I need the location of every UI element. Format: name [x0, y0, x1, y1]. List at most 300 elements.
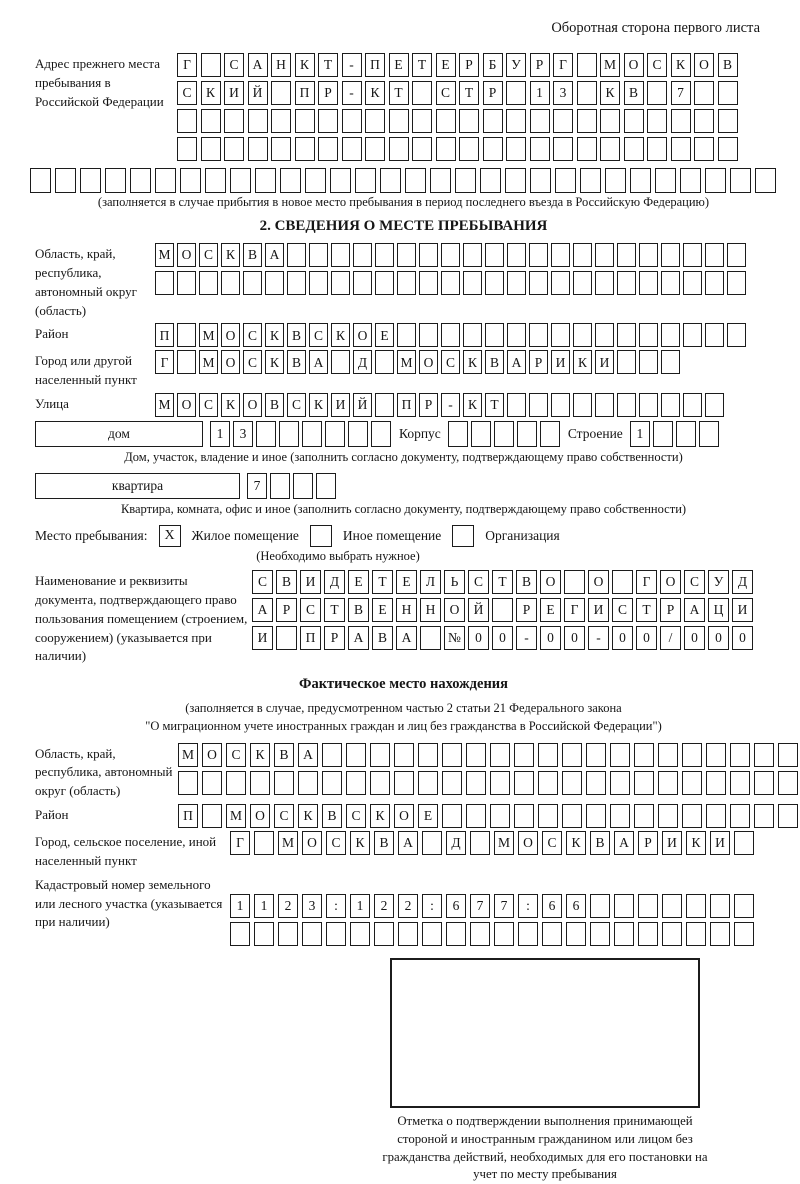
- char-cell-empty[interactable]: [514, 771, 534, 795]
- char-cell-empty[interactable]: [330, 168, 351, 193]
- char-cell-empty[interactable]: [371, 421, 391, 447]
- char-cell-empty[interactable]: [295, 137, 315, 161]
- char-cell-empty[interactable]: [418, 743, 438, 767]
- char-cell-filled[interactable]: М: [397, 350, 416, 374]
- char-cell-filled[interactable]: 7: [494, 894, 514, 918]
- char-cell-empty[interactable]: [734, 922, 754, 946]
- char-cell-filled[interactable]: Е: [540, 598, 561, 622]
- char-cell-empty[interactable]: [551, 393, 570, 417]
- char-cell-filled[interactable]: В: [287, 323, 306, 347]
- char-cell-filled[interactable]: О: [302, 831, 322, 855]
- char-cell-empty[interactable]: [485, 243, 504, 267]
- char-cell-empty[interactable]: [705, 243, 724, 267]
- char-cell-empty[interactable]: [595, 323, 614, 347]
- char-cell-empty[interactable]: [375, 271, 394, 295]
- char-cell-filled[interactable]: С: [647, 53, 667, 77]
- char-cell-filled[interactable]: Г: [155, 350, 174, 374]
- char-cell-empty[interactable]: [699, 421, 719, 447]
- char-cell-filled[interactable]: А: [684, 598, 705, 622]
- char-cell-empty[interactable]: [662, 894, 682, 918]
- char-cell-filled[interactable]: Л: [420, 570, 441, 594]
- char-cell-filled[interactable]: О: [221, 350, 240, 374]
- char-cell-empty[interactable]: [730, 804, 750, 828]
- char-cell-empty[interactable]: [230, 922, 250, 946]
- char-cell-empty[interactable]: [555, 168, 576, 193]
- char-cell-filled[interactable]: Р: [483, 81, 503, 105]
- char-cell-filled[interactable]: №: [444, 626, 465, 650]
- char-cell-filled[interactable]: А: [348, 626, 369, 650]
- char-cell-filled[interactable]: Е: [389, 53, 409, 77]
- char-cell-empty[interactable]: [647, 109, 667, 133]
- char-cell-filled[interactable]: В: [374, 831, 394, 855]
- char-cell-empty[interactable]: [412, 137, 432, 161]
- char-cell-filled[interactable]: С: [309, 323, 328, 347]
- char-cell-empty[interactable]: [355, 168, 376, 193]
- char-cell-empty[interactable]: [612, 570, 633, 594]
- char-cell-empty[interactable]: [494, 421, 514, 447]
- char-cell-empty[interactable]: [419, 243, 438, 267]
- char-cell-filled[interactable]: О: [444, 598, 465, 622]
- char-cell-empty[interactable]: [639, 393, 658, 417]
- char-cell-filled[interactable]: О: [394, 804, 414, 828]
- char-cell-empty[interactable]: [295, 109, 315, 133]
- char-cell-empty[interactable]: [177, 137, 197, 161]
- char-cell-filled[interactable]: С: [542, 831, 562, 855]
- char-cell-empty[interactable]: [706, 743, 726, 767]
- char-cell-empty[interactable]: [529, 271, 548, 295]
- char-cell-empty[interactable]: [436, 137, 456, 161]
- char-cell-empty[interactable]: [507, 323, 526, 347]
- char-cell-empty[interactable]: [279, 421, 299, 447]
- char-cell-empty[interactable]: [754, 743, 774, 767]
- char-cell-filled[interactable]: 1: [230, 894, 250, 918]
- char-cell-empty[interactable]: [730, 771, 750, 795]
- char-cell-empty[interactable]: [350, 922, 370, 946]
- char-cell-empty[interactable]: [375, 393, 394, 417]
- char-cell-empty[interactable]: [506, 109, 526, 133]
- char-cell-filled[interactable]: 6: [542, 894, 562, 918]
- char-cell-filled[interactable]: :: [326, 894, 346, 918]
- char-cell-empty[interactable]: [342, 137, 362, 161]
- char-cell-empty[interactable]: [647, 81, 667, 105]
- char-cell-empty[interactable]: [316, 473, 336, 499]
- char-cell-empty[interactable]: [639, 350, 658, 374]
- char-cell-filled[interactable]: К: [309, 393, 328, 417]
- char-cell-empty[interactable]: [614, 894, 634, 918]
- char-cell-empty[interactable]: [505, 168, 526, 193]
- char-cell-empty[interactable]: [706, 804, 726, 828]
- char-cell-empty[interactable]: [318, 109, 338, 133]
- char-cell-filled[interactable]: С: [436, 81, 456, 105]
- char-cell-filled[interactable]: И: [595, 350, 614, 374]
- char-cell-filled[interactable]: Н: [396, 598, 417, 622]
- char-cell-empty[interactable]: [683, 243, 702, 267]
- char-cell-empty[interactable]: [562, 804, 582, 828]
- char-cell-filled[interactable]: Е: [375, 323, 394, 347]
- char-cell-filled[interactable]: С: [346, 804, 366, 828]
- char-cell-filled[interactable]: :: [518, 894, 538, 918]
- char-cell-filled[interactable]: Е: [396, 570, 417, 594]
- char-cell-empty[interactable]: [374, 922, 394, 946]
- char-cell-empty[interactable]: [718, 109, 738, 133]
- char-cell-empty[interactable]: [441, 323, 460, 347]
- char-cell-empty[interactable]: [130, 168, 151, 193]
- char-cell-empty[interactable]: [605, 168, 626, 193]
- char-cell-empty[interactable]: [727, 271, 746, 295]
- char-cell-empty[interactable]: [566, 922, 586, 946]
- char-cell-empty[interactable]: [459, 137, 479, 161]
- char-cell-empty[interactable]: [419, 271, 438, 295]
- char-cell-empty[interactable]: [624, 109, 644, 133]
- char-cell-filled[interactable]: С: [224, 53, 244, 77]
- char-cell-empty[interactable]: [278, 922, 298, 946]
- char-cell-empty[interactable]: [405, 168, 426, 193]
- char-cell-filled[interactable]: Т: [389, 81, 409, 105]
- char-cell-empty[interactable]: [180, 168, 201, 193]
- char-cell-filled[interactable]: И: [551, 350, 570, 374]
- char-cell-filled[interactable]: -: [342, 53, 362, 77]
- char-cell-filled[interactable]: В: [243, 243, 262, 267]
- char-cell-filled[interactable]: И: [662, 831, 682, 855]
- char-cell-empty[interactable]: [562, 743, 582, 767]
- char-cell-filled[interactable]: О: [518, 831, 538, 855]
- char-cell-empty[interactable]: [326, 922, 346, 946]
- char-cell-empty[interactable]: [658, 804, 678, 828]
- char-cell-filled[interactable]: Т: [485, 393, 504, 417]
- char-cell-empty[interactable]: [683, 271, 702, 295]
- char-cell-filled[interactable]: У: [708, 570, 729, 594]
- char-cell-filled[interactable]: И: [710, 831, 730, 855]
- char-cell-empty[interactable]: [177, 323, 196, 347]
- char-cell-empty[interactable]: [573, 393, 592, 417]
- char-cell-empty[interactable]: [370, 771, 390, 795]
- char-cell-empty[interactable]: [494, 922, 514, 946]
- char-cell-empty[interactable]: [202, 804, 222, 828]
- char-cell-filled[interactable]: О: [177, 243, 196, 267]
- char-cell-empty[interactable]: [778, 804, 798, 828]
- char-cell-filled[interactable]: 0: [612, 626, 633, 650]
- char-cell-empty[interactable]: [422, 922, 442, 946]
- char-cell-filled[interactable]: О: [540, 570, 561, 594]
- char-cell-filled[interactable]: Н: [271, 53, 291, 77]
- char-cell-empty[interactable]: [463, 243, 482, 267]
- char-cell-empty[interactable]: [389, 137, 409, 161]
- char-cell-empty[interactable]: [55, 168, 76, 193]
- char-cell-empty[interactable]: [586, 743, 606, 767]
- char-cell-empty[interactable]: [398, 922, 418, 946]
- char-cell-filled[interactable]: :: [422, 894, 442, 918]
- char-cell-empty[interactable]: [683, 393, 702, 417]
- char-cell-empty[interactable]: [463, 271, 482, 295]
- char-cell-filled[interactable]: К: [686, 831, 706, 855]
- char-cell-filled[interactable]: 3: [233, 421, 253, 447]
- char-cell-filled[interactable]: Р: [516, 598, 537, 622]
- char-cell-empty[interactable]: [201, 137, 221, 161]
- char-cell-empty[interactable]: [639, 243, 658, 267]
- char-cell-filled[interactable]: С: [612, 598, 633, 622]
- char-cell-filled[interactable]: К: [298, 804, 318, 828]
- char-cell-filled[interactable]: В: [287, 350, 306, 374]
- char-cell-empty[interactable]: [280, 168, 301, 193]
- char-cell-empty[interactable]: [551, 323, 570, 347]
- char-cell-filled[interactable]: М: [199, 350, 218, 374]
- char-cell-filled[interactable]: Г: [177, 53, 197, 77]
- char-cell-filled[interactable]: М: [199, 323, 218, 347]
- char-cell-empty[interactable]: [658, 771, 678, 795]
- char-cell-empty[interactable]: [577, 109, 597, 133]
- char-cell-filled[interactable]: М: [600, 53, 620, 77]
- char-cell-empty[interactable]: [551, 243, 570, 267]
- char-cell-filled[interactable]: К: [671, 53, 691, 77]
- char-cell-empty[interactable]: [617, 271, 636, 295]
- char-cell-empty[interactable]: [394, 771, 414, 795]
- char-cell-empty[interactable]: [680, 168, 701, 193]
- char-cell-empty[interactable]: [298, 771, 318, 795]
- char-cell-filled[interactable]: 3: [302, 894, 322, 918]
- char-cell-filled[interactable]: Р: [276, 598, 297, 622]
- char-cell-filled[interactable]: 0: [540, 626, 561, 650]
- char-cell-filled[interactable]: А: [265, 243, 284, 267]
- char-cell-empty[interactable]: [647, 137, 667, 161]
- char-cell-empty[interactable]: [590, 894, 610, 918]
- char-cell-empty[interactable]: [573, 323, 592, 347]
- char-cell-empty[interactable]: [353, 243, 372, 267]
- char-cell-empty[interactable]: [517, 421, 537, 447]
- char-cell-empty[interactable]: [634, 804, 654, 828]
- char-cell-empty[interactable]: [466, 743, 486, 767]
- char-cell-empty[interactable]: [617, 350, 636, 374]
- char-cell-empty[interactable]: [553, 137, 573, 161]
- char-cell-filled[interactable]: -: [516, 626, 537, 650]
- char-cell-empty[interactable]: [397, 323, 416, 347]
- char-cell-empty[interactable]: [483, 137, 503, 161]
- char-cell-empty[interactable]: [694, 81, 714, 105]
- char-cell-filled[interactable]: М: [178, 743, 198, 767]
- char-cell-filled[interactable]: 6: [446, 894, 466, 918]
- char-cell-empty[interactable]: [254, 831, 274, 855]
- char-cell-empty[interactable]: [529, 323, 548, 347]
- char-cell-empty[interactable]: [705, 393, 724, 417]
- char-cell-filled[interactable]: /: [660, 626, 681, 650]
- char-cell-filled[interactable]: В: [372, 626, 393, 650]
- char-cell-filled[interactable]: О: [243, 393, 262, 417]
- char-cell-empty[interactable]: [686, 894, 706, 918]
- char-cell-filled[interactable]: К: [463, 393, 482, 417]
- char-cell-empty[interactable]: [380, 168, 401, 193]
- char-cell-empty[interactable]: [331, 350, 350, 374]
- char-cell-empty[interactable]: [661, 393, 680, 417]
- char-cell-empty[interactable]: [727, 323, 746, 347]
- char-cell-empty[interactable]: [617, 323, 636, 347]
- char-cell-empty[interactable]: [463, 323, 482, 347]
- char-cell-empty[interactable]: [177, 109, 197, 133]
- char-cell-empty[interactable]: [205, 168, 226, 193]
- char-cell-empty[interactable]: [243, 271, 262, 295]
- char-cell-empty[interactable]: [309, 271, 328, 295]
- char-cell-filled[interactable]: С: [177, 81, 197, 105]
- char-cell-empty[interactable]: [248, 109, 268, 133]
- char-cell-empty[interactable]: [682, 743, 702, 767]
- char-cell-empty[interactable]: [562, 771, 582, 795]
- char-cell-filled[interactable]: Т: [412, 53, 432, 77]
- char-cell-filled[interactable]: Г: [564, 598, 585, 622]
- char-cell-filled[interactable]: 1: [530, 81, 550, 105]
- char-cell-filled[interactable]: К: [573, 350, 592, 374]
- char-cell-empty[interactable]: [705, 323, 724, 347]
- char-cell-empty[interactable]: [530, 137, 550, 161]
- char-cell-empty[interactable]: [483, 109, 503, 133]
- char-cell-filled[interactable]: Р: [529, 350, 548, 374]
- char-cell-filled[interactable]: Г: [553, 53, 573, 77]
- char-cell-empty[interactable]: [436, 109, 456, 133]
- char-cell-filled[interactable]: С: [684, 570, 705, 594]
- char-cell-filled[interactable]: 0: [492, 626, 513, 650]
- char-cell-filled[interactable]: Д: [324, 570, 345, 594]
- char-cell-filled[interactable]: В: [590, 831, 610, 855]
- char-cell-filled[interactable]: М: [494, 831, 514, 855]
- char-cell-empty[interactable]: [661, 271, 680, 295]
- char-cell-empty[interactable]: [573, 271, 592, 295]
- char-cell-empty[interactable]: [80, 168, 101, 193]
- char-cell-filled[interactable]: И: [252, 626, 273, 650]
- char-cell-empty[interactable]: [710, 894, 730, 918]
- char-cell-empty[interactable]: [610, 804, 630, 828]
- char-cell-filled[interactable]: С: [226, 743, 246, 767]
- char-cell-empty[interactable]: [254, 922, 274, 946]
- char-cell-filled[interactable]: Р: [660, 598, 681, 622]
- char-cell-filled[interactable]: 0: [708, 626, 729, 650]
- char-cell-filled[interactable]: К: [350, 831, 370, 855]
- char-cell-empty[interactable]: [600, 109, 620, 133]
- char-cell-empty[interactable]: [586, 804, 606, 828]
- char-cell-filled[interactable]: А: [309, 350, 328, 374]
- char-cell-empty[interactable]: [577, 81, 597, 105]
- char-cell-empty[interactable]: [610, 771, 630, 795]
- char-cell-empty[interactable]: [778, 743, 798, 767]
- char-cell-empty[interactable]: [671, 137, 691, 161]
- char-cell-empty[interactable]: [448, 421, 468, 447]
- char-cell-empty[interactable]: [30, 168, 51, 193]
- char-cell-empty[interactable]: [755, 168, 776, 193]
- char-cell-empty[interactable]: [727, 243, 746, 267]
- char-cell-empty[interactable]: [271, 137, 291, 161]
- char-cell-filled[interactable]: Н: [420, 598, 441, 622]
- char-cell-filled[interactable]: О: [353, 323, 372, 347]
- char-cell-empty[interactable]: [686, 922, 706, 946]
- char-cell-filled[interactable]: Р: [419, 393, 438, 417]
- char-cell-empty[interactable]: [540, 421, 560, 447]
- char-cell-empty[interactable]: [202, 771, 222, 795]
- char-cell-empty[interactable]: [682, 804, 702, 828]
- char-cell-empty[interactable]: [230, 168, 251, 193]
- char-cell-filled[interactable]: Т: [636, 598, 657, 622]
- char-cell-filled[interactable]: 2: [278, 894, 298, 918]
- char-cell-empty[interactable]: [610, 743, 630, 767]
- char-cell-empty[interactable]: [287, 271, 306, 295]
- char-cell-empty[interactable]: [694, 109, 714, 133]
- char-cell-filled[interactable]: Й: [248, 81, 268, 105]
- residential-checkbox[interactable]: X: [159, 525, 181, 547]
- char-cell-empty[interactable]: [634, 771, 654, 795]
- char-cell-empty[interactable]: [553, 109, 573, 133]
- char-cell-empty[interactable]: [365, 137, 385, 161]
- char-cell-filled[interactable]: К: [295, 53, 315, 77]
- char-cell-empty[interactable]: [331, 271, 350, 295]
- char-cell-empty[interactable]: [490, 771, 510, 795]
- char-cell-filled[interactable]: У: [506, 53, 526, 77]
- char-cell-filled[interactable]: -: [441, 393, 460, 417]
- char-cell-empty[interactable]: [492, 598, 513, 622]
- char-cell-empty[interactable]: [730, 743, 750, 767]
- char-cell-filled[interactable]: К: [221, 393, 240, 417]
- char-cell-filled[interactable]: Д: [353, 350, 372, 374]
- char-cell-empty[interactable]: [694, 137, 714, 161]
- char-cell-empty[interactable]: [470, 922, 490, 946]
- char-cell-filled[interactable]: П: [365, 53, 385, 77]
- char-cell-empty[interactable]: [577, 137, 597, 161]
- char-cell-filled[interactable]: Т: [324, 598, 345, 622]
- char-cell-filled[interactable]: А: [248, 53, 268, 77]
- char-cell-filled[interactable]: О: [588, 570, 609, 594]
- char-cell-filled[interactable]: Т: [492, 570, 513, 594]
- char-cell-empty[interactable]: [639, 271, 658, 295]
- char-cell-empty[interactable]: [471, 421, 491, 447]
- char-cell-filled[interactable]: 7: [470, 894, 490, 918]
- char-cell-filled[interactable]: П: [155, 323, 174, 347]
- char-cell-filled[interactable]: О: [624, 53, 644, 77]
- char-cell-empty[interactable]: [551, 271, 570, 295]
- char-cell-empty[interactable]: [177, 350, 196, 374]
- char-cell-empty[interactable]: [705, 168, 726, 193]
- char-cell-filled[interactable]: Е: [418, 804, 438, 828]
- char-cell-empty[interactable]: [639, 323, 658, 347]
- char-cell-empty[interactable]: [480, 168, 501, 193]
- char-cell-filled[interactable]: И: [732, 598, 753, 622]
- char-cell-filled[interactable]: Р: [530, 53, 550, 77]
- char-cell-empty[interactable]: [655, 168, 676, 193]
- char-cell-empty[interactable]: [177, 271, 196, 295]
- char-cell-empty[interactable]: [466, 771, 486, 795]
- char-cell-filled[interactable]: П: [300, 626, 321, 650]
- char-cell-empty[interactable]: [346, 743, 366, 767]
- char-cell-empty[interactable]: [250, 771, 270, 795]
- char-cell-empty[interactable]: [422, 831, 442, 855]
- char-cell-empty[interactable]: [661, 350, 680, 374]
- char-cell-filled[interactable]: А: [396, 626, 417, 650]
- char-cell-empty[interactable]: [309, 243, 328, 267]
- char-cell-filled[interactable]: И: [588, 598, 609, 622]
- char-cell-empty[interactable]: [370, 743, 390, 767]
- char-cell-filled[interactable]: К: [365, 81, 385, 105]
- char-cell-empty[interactable]: [348, 421, 368, 447]
- char-cell-empty[interactable]: [506, 137, 526, 161]
- char-cell-filled[interactable]: П: [397, 393, 416, 417]
- char-cell-empty[interactable]: [224, 109, 244, 133]
- char-cell-empty[interactable]: [778, 771, 798, 795]
- char-cell-filled[interactable]: Р: [459, 53, 479, 77]
- char-cell-empty[interactable]: [155, 168, 176, 193]
- char-cell-empty[interactable]: [590, 922, 610, 946]
- char-cell-filled[interactable]: К: [250, 743, 270, 767]
- char-cell-filled[interactable]: В: [322, 804, 342, 828]
- char-cell-filled[interactable]: В: [624, 81, 644, 105]
- char-cell-empty[interactable]: [580, 168, 601, 193]
- char-cell-filled[interactable]: О: [694, 53, 714, 77]
- char-cell-filled[interactable]: 7: [247, 473, 267, 499]
- char-cell-filled[interactable]: 0: [564, 626, 585, 650]
- char-cell-empty[interactable]: [265, 271, 284, 295]
- char-cell-filled[interactable]: В: [348, 598, 369, 622]
